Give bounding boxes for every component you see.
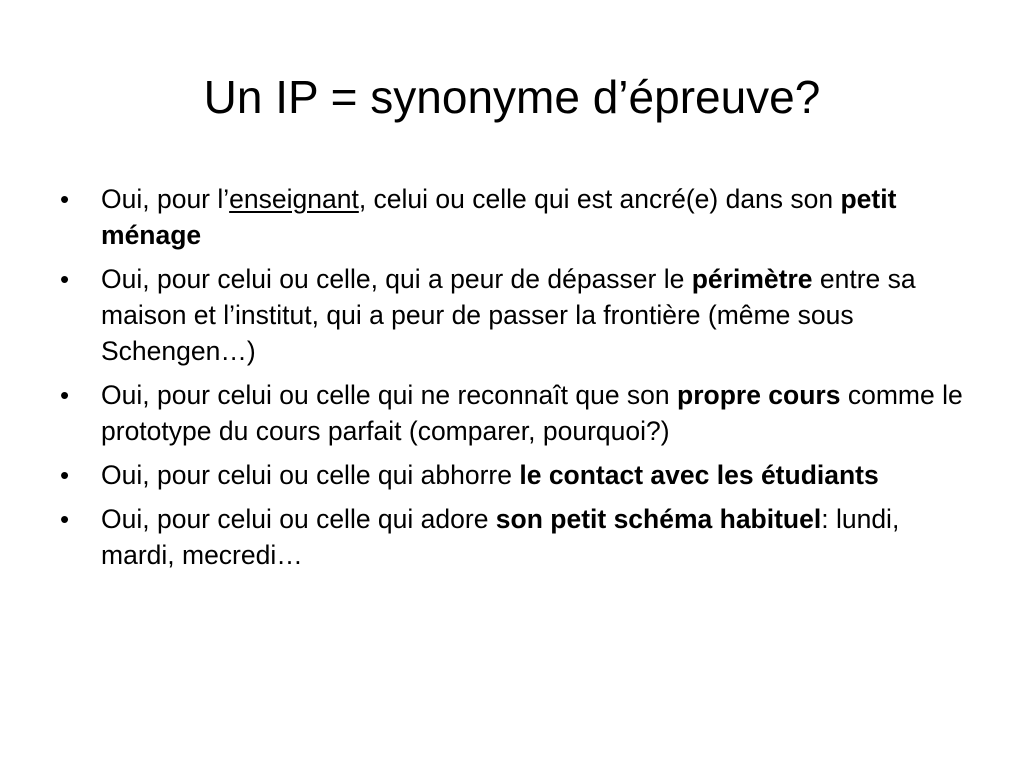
bullet-dot-icon: • [60,264,70,294]
bullet-text-part: comme le prototype du cours parfait (comparer, pourquoi?) [101,380,963,446]
bullet-item [60,457,965,493]
bullet-text-part: Oui, pour celui ou celle qui abhorre [101,460,520,490]
bullet-text-bold: son petit schéma habituel [495,504,822,534]
bullet-text-bold: petit ménage [101,184,897,250]
bullet-text-part: Oui, pour celui ou celle qui ne reconnaît que son [101,380,678,410]
bullet-text-part: Oui, pour celui ou celle qui adore [101,504,496,534]
bullet-text-part: Oui, pour celui ou celle, qui a peur de dépasser le [101,264,692,294]
bullet-text-part: : lundi, mardi, mecredi… [101,504,900,570]
bullet-text-part: entre sa maison et l’institut, qui a peur de passer la frontière (même sous Schengen…) [101,264,916,366]
bullet-text-underlined: enseignant [229,184,359,214]
slide-title: Un IP = synonyme d’épreuve? [203,71,821,123]
bullet-text-bold: périmètre [691,264,813,294]
bullet-text-bold: le contact avec les étudiants [519,460,879,490]
bullet-dot-icon: • [60,460,70,490]
bullet-dot-icon: • [60,380,70,410]
bullet-item [60,501,965,573]
bullet-item [60,261,965,369]
bullet-text-part: , celui ou celle qui est ancré(e) dans son [358,184,841,214]
bullet-item [60,377,965,449]
bullet-text-part: Oui, pour l’ [101,184,230,214]
bullet-dot-icon: • [60,504,70,534]
bullet-list [60,181,965,581]
bullet-dot-icon: • [60,184,70,214]
bullet-text-bold: propre cours [677,380,841,410]
bullet-item [60,181,965,253]
